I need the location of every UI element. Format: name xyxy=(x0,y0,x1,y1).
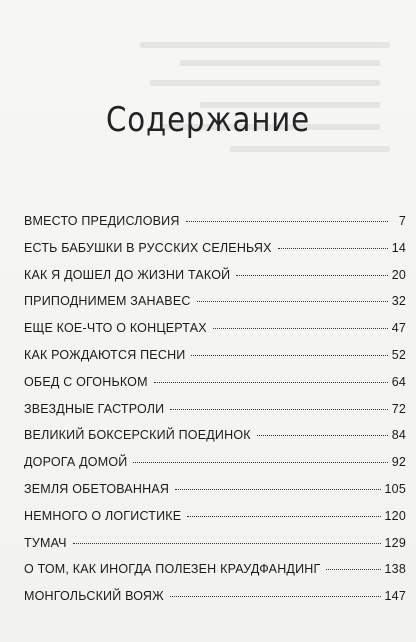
toc-entry-title: ЗЕМЛЯ ОБЕТОВАННАЯ xyxy=(24,481,170,496)
toc-entry-page: 72 xyxy=(391,401,406,416)
toc-entry xyxy=(24,241,406,268)
toc-entry xyxy=(24,214,406,241)
dot-leader xyxy=(187,516,380,517)
table-of-contents xyxy=(24,214,406,616)
toc-entry-page: 92 xyxy=(391,455,406,470)
toc-entry-page: 20 xyxy=(391,267,406,282)
toc-entry-page: 14 xyxy=(391,240,406,255)
dot-leader xyxy=(257,435,388,436)
toc-entry xyxy=(24,562,406,589)
toc-entry-page: 84 xyxy=(391,428,406,443)
dot-leader xyxy=(186,221,388,222)
toc-entry xyxy=(24,375,406,402)
toc-entry xyxy=(24,321,406,348)
dot-leader xyxy=(191,355,387,356)
toc-entry-title: ТУМАЧ xyxy=(24,535,67,550)
toc-entry-page: 147 xyxy=(384,589,406,604)
dot-leader xyxy=(197,301,388,302)
toc-entry xyxy=(24,268,406,295)
toc-entry-page: 105 xyxy=(384,481,406,496)
dot-leader xyxy=(278,248,388,249)
toc-entry-title: ЕЩЕ КОЕ-ЧТО О КОНЦЕРТАХ xyxy=(24,321,207,336)
bleed-through-texture xyxy=(140,28,400,168)
dot-leader xyxy=(133,462,387,463)
toc-entry-page: 129 xyxy=(384,535,406,550)
dot-leader xyxy=(170,596,381,597)
dot-leader xyxy=(73,543,381,544)
toc-entry-page: 7 xyxy=(398,214,406,228)
toc-entry-page: 47 xyxy=(391,321,406,336)
toc-entry-page: 32 xyxy=(391,294,406,309)
toc-entry-page: 52 xyxy=(391,347,406,362)
toc-entry-title: ВЕЛИКИЙ БОКСЕРСКИЙ ПОЕДИНОК xyxy=(24,428,251,443)
toc-entry-title: КАК Я ДОШЕЛ ДО ЖИЗНИ ТАКОЙ xyxy=(24,267,231,282)
toc-entry-title: ВМЕСТО ПРЕДИСЛОВИЯ xyxy=(24,214,180,228)
toc-entry-title: О ТОМ, КАК ИНОГДА ПОЛЕЗЕН КРАУДФАНДИНГ xyxy=(24,562,321,577)
toc-entry-title: ЕСТЬ БАБУШКИ В РУССКИХ СЕЛЕНЬЯХ xyxy=(24,240,272,255)
toc-entry-title: ПРИПОДНИМЕМ ЗАНАВЕС xyxy=(24,294,191,309)
toc-entry xyxy=(24,536,406,563)
dot-leader xyxy=(236,275,387,276)
toc-entry-page: 138 xyxy=(384,562,406,577)
page-title: Содержание xyxy=(105,100,311,140)
toc-entry xyxy=(24,294,406,321)
toc-entry-title: ОБЕД С ОГОНЬКОМ xyxy=(24,374,148,389)
toc-entry-title: НЕМНОГО О ЛОГИСТИКЕ xyxy=(24,508,182,523)
dot-leader xyxy=(175,489,380,490)
toc-entry xyxy=(24,455,406,482)
toc-entry-title: ЗВЕЗДНЫЕ ГАСТРОЛИ xyxy=(24,401,165,416)
dot-leader xyxy=(154,382,388,383)
toc-entry-title: ДОРОГА ДОМОЙ xyxy=(24,455,128,470)
toc-entry xyxy=(24,402,406,429)
toc-entry xyxy=(24,589,406,616)
toc-entry xyxy=(24,348,406,375)
toc-entry-page: 120 xyxy=(384,508,406,523)
dot-leader xyxy=(170,409,387,410)
dot-leader xyxy=(213,328,388,329)
toc-entry-title: МОНГОЛЬСКИЙ ВОЯЖ xyxy=(24,589,164,604)
toc-entry-page: 64 xyxy=(391,374,406,389)
toc-entry xyxy=(24,509,406,536)
toc-entry xyxy=(24,428,406,455)
toc-entry xyxy=(24,482,406,509)
toc-entry-title: КАК РОЖДАЮТСЯ ПЕСНИ xyxy=(24,347,186,362)
dot-leader xyxy=(326,569,380,570)
